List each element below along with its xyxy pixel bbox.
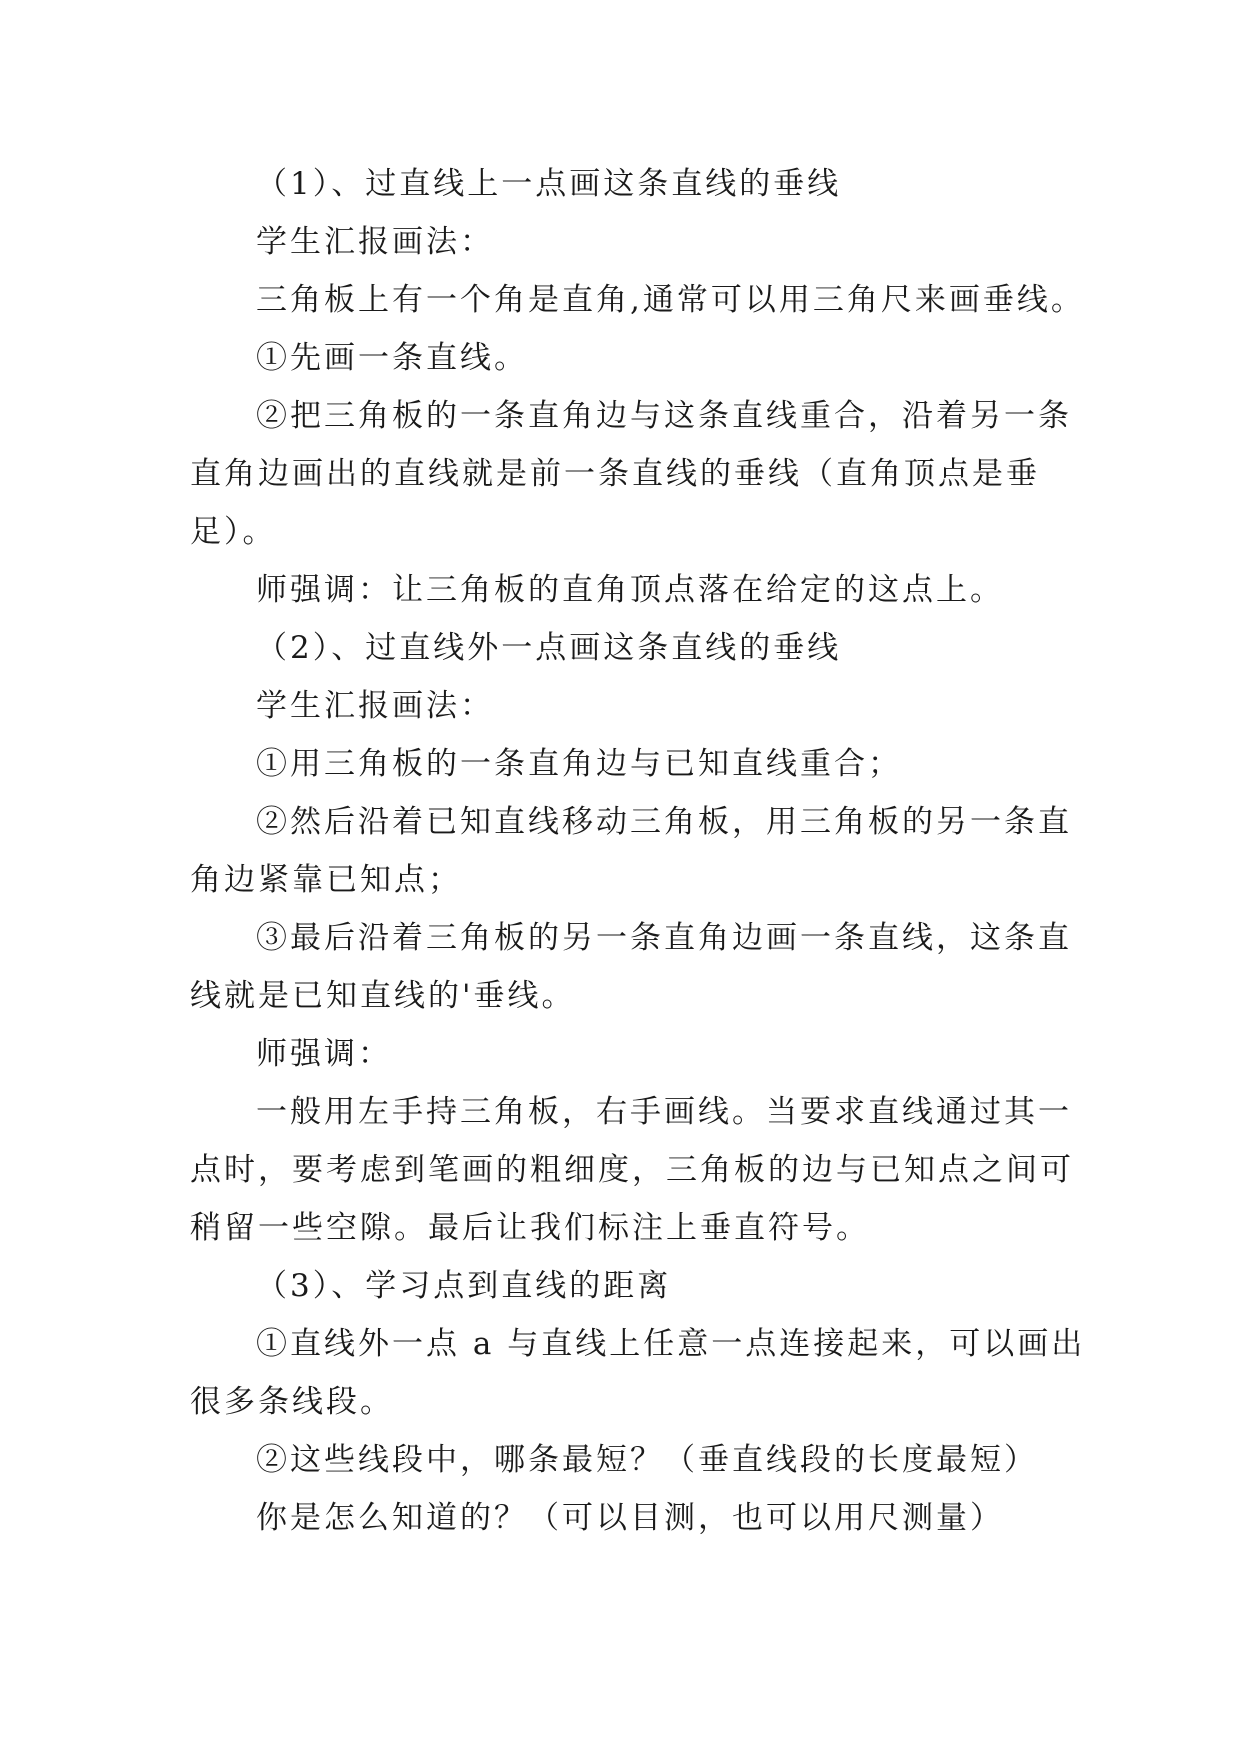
paragraph-line: ②这些线段中，哪条最短？（垂直线段的长度最短） [256,1442,1038,1478]
paragraph-line: ②把三角板的一条直角边与这条直线重合，沿着另一条 [256,398,1072,434]
paragraph-line: 足）。 [190,514,277,550]
paragraph-line: 学生汇报画法： [256,688,494,724]
paragraph-line: ①直线外一点 a 与直线上任意一点连接起来，可以画出 [256,1326,1086,1362]
paragraph-line: ③最后沿着三角板的另一条直角边画一条直线，这条直 [256,920,1072,956]
paragraph-line: 师强调：让三角板的直角顶点落在给定的这点上。 [256,572,1004,608]
paragraph-line: 角边紧靠已知点； [190,862,462,898]
paragraph-line: 学生汇报画法： [256,224,494,260]
paragraph-line: ①用三角板的一条直角边与已知直线重合； [256,746,902,782]
paragraph-line: 师强调： [256,1036,392,1072]
section-heading-3: （3）、学习点到直线的距离 [256,1268,672,1304]
section-heading-2: （2）、过直线外一点画这条直线的垂线 [256,630,842,666]
paragraph-line: 一般用左手持三角板，右手画线。当要求直线通过其一 [256,1094,1072,1130]
section-heading-1: （1）、过直线上一点画这条直线的垂线 [256,166,842,202]
paragraph-line: ①先画一条直线。 [256,340,528,376]
paragraph-line: ②然后沿着已知直线移动三角板，用三角板的另一条直 [256,804,1072,840]
paragraph-line: 很多条线段。 [190,1384,394,1420]
paragraph-line: 你是怎么知道的？（可以目测，也可以用尺测量） [256,1500,1004,1536]
paragraph-line: 点时，要考虑到笔画的粗细度，三角板的边与已知点之间可 [190,1152,1074,1188]
paragraph-line: 稍留一些空隙。最后让我们标注上垂直符号。 [190,1210,870,1246]
paragraph-line: 三角板上有一个角是直角,通常可以用三角尺来画垂线。 [256,282,1085,318]
paragraph-line: 直角边画出的直线就是前一条直线的垂线（直角顶点是垂 [190,456,1040,492]
paragraph-line: 线就是已知直线的'垂线。 [190,978,576,1014]
